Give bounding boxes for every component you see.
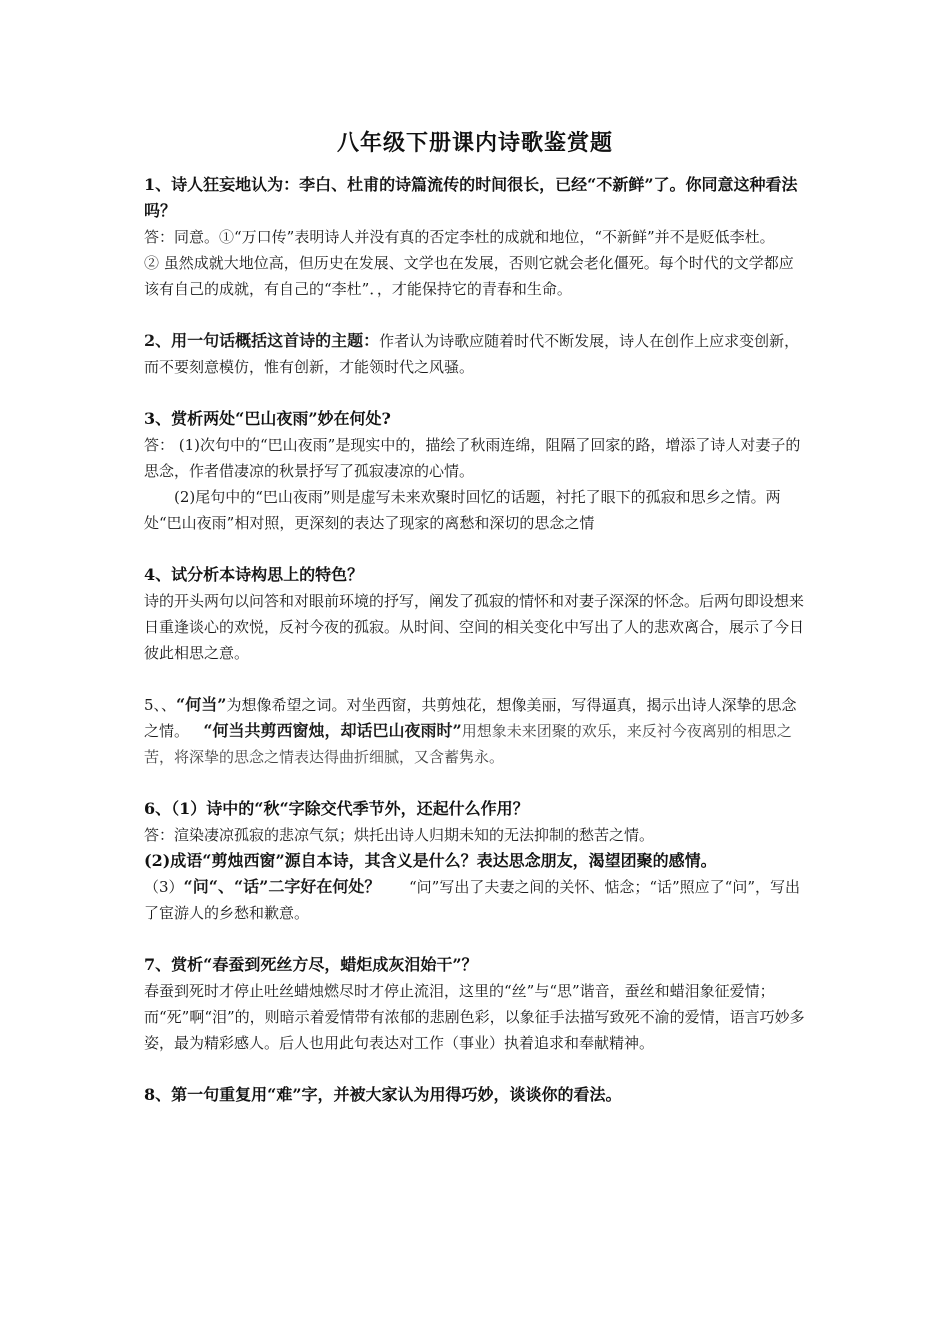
question-6-3: “问“、“话”二字好在何处？ bbox=[183, 877, 381, 896]
question-4: 4、试分析本诗构思上的特色？ bbox=[144, 565, 364, 584]
spacer bbox=[144, 666, 808, 692]
answer-7: 春蚕到死时才停止吐丝蜡烛燃尽时才停止流泪，这里的“丝”与“思”谐音，蚕丝和蜡泪象征爱情；而“死”啊“泪”的，则暗示着爱情带有浓郁的悲剧色彩，以象征手法描写致死不渝的爱情，语言巧妙多姿，最为精彩感人。后人也用此句表达对工作（事业）执着追求和奉献精神。 bbox=[144, 982, 805, 1052]
question-6-1: 6、（1）诗中的“秋“字除交代季节外，还起什么作用？ bbox=[144, 799, 529, 818]
page-title: 八年级下册课内诗歌鉴赏题 bbox=[336, 130, 613, 156]
question-1: 1、诗人狂妄地认为：李白、杜甫的诗篇流传的时间很长，已经“不新鲜”了。你同意这种看法吗？ bbox=[144, 175, 798, 220]
answer-3-part-2: (2)尾句中的“巴山夜雨”则是虚写未来欢聚时回忆的话题，衬托了眼下的孤寂和思乡之情。两处“巴山夜雨”相对照，更深刻的表达了现家的离愁和深切的思念之情 bbox=[144, 488, 781, 532]
question-5-prefix: 5、、 bbox=[144, 696, 177, 714]
question-6-3-block bbox=[144, 874, 808, 926]
answer-4: 诗的开头两句以问答和对眼前环境的抒写，阐发了孤寂的情怀和对妻子深深的怀念。后两句即设想来日重逢谈心的欢悦，反衬今夜的孤寂。从时间、空间的相关变化中写出了人的悲欢离合，展示了今日彼此相思之意。 bbox=[144, 592, 805, 662]
spacer bbox=[144, 536, 808, 562]
answer-1-part-1: 答：同意。①“万口传”表明诗人并没有真的否定李杜的成就和地位，“不新鲜”并不是贬低李杜。 bbox=[144, 228, 775, 246]
question-5-block bbox=[144, 692, 808, 770]
spacer bbox=[144, 1056, 808, 1082]
question-5-text-2: 用想象未来团聚的欢乐，来反衬今夜离别的相思之苦，将深挚的思念之情表达得曲折细腻，又含蓄隽永。 bbox=[144, 722, 792, 766]
answer-3-part-1: 答： (1)次句中的“巴山夜雨”是现实中的，描绘了秋雨连绵，阻隔了回家的路，增添了诗人对妻子的思念，作者借凄凉的秋景抒写了孤寂凄凉的心情。 bbox=[144, 436, 801, 480]
spacer bbox=[144, 380, 808, 406]
question-2-block bbox=[144, 328, 808, 380]
question-5-quote: “何当共剪西窗烛，却话巴山夜雨时” bbox=[203, 721, 462, 740]
answer-2: 作者认为诗歌应随着时代不断发展，诗人在创作上应求变创新，而不要刻意模仿，惟有创新，才能领时代之风骚。 bbox=[144, 332, 800, 376]
spacer bbox=[144, 302, 808, 328]
document-body bbox=[144, 172, 808, 1108]
question-3: 3、赏析两处“巴山夜雨”妙在何处? bbox=[144, 409, 391, 428]
answer-6-3: “问”写出了夫妻之间的关怀、惦念；“话”照应了“问”，写出了宦游人的乡愁和歉意。 bbox=[144, 878, 800, 922]
answer-6-1: 答：渲染凄凉孤寂的悲凉气氛；烘托出诗人归期未知的无法抑制的愁苦之情。 bbox=[144, 826, 655, 844]
question-5-text-1: 为想像希望之词。对坐西窗，共剪烛花，想像美丽，写得逼真，揭示出诗人深挚的思念之情。 bbox=[144, 696, 797, 740]
question-8: 8、第一句重复用“难”字，并被大家认为用得巧妙，谈谈你的看法。 bbox=[144, 1085, 622, 1104]
question-6-3-prefix: （3） bbox=[144, 878, 184, 896]
question-7: 7、赏析“春蚕到死丝方尽，蜡炬成灰泪始干”？ bbox=[144, 955, 478, 974]
spacer bbox=[144, 770, 808, 796]
answer-1-part-2: ② 虽然成就大地位高，但历史在发展、文学也在发展，否则它就会老化僵死。每个时代的文学都应该有自己的成就，有自己的“李杜”．，才能保持它的青春和生命。 bbox=[144, 254, 794, 298]
spacer bbox=[144, 926, 808, 952]
question-5-term: “何当” bbox=[176, 695, 227, 714]
question-6-2: (2)成语“剪烛西窗”源自本诗，其含义是什么？表达思念朋友，渴望团聚的感情。 bbox=[144, 851, 717, 870]
question-2: 2、用一句话概括这首诗的主题： bbox=[144, 331, 380, 350]
